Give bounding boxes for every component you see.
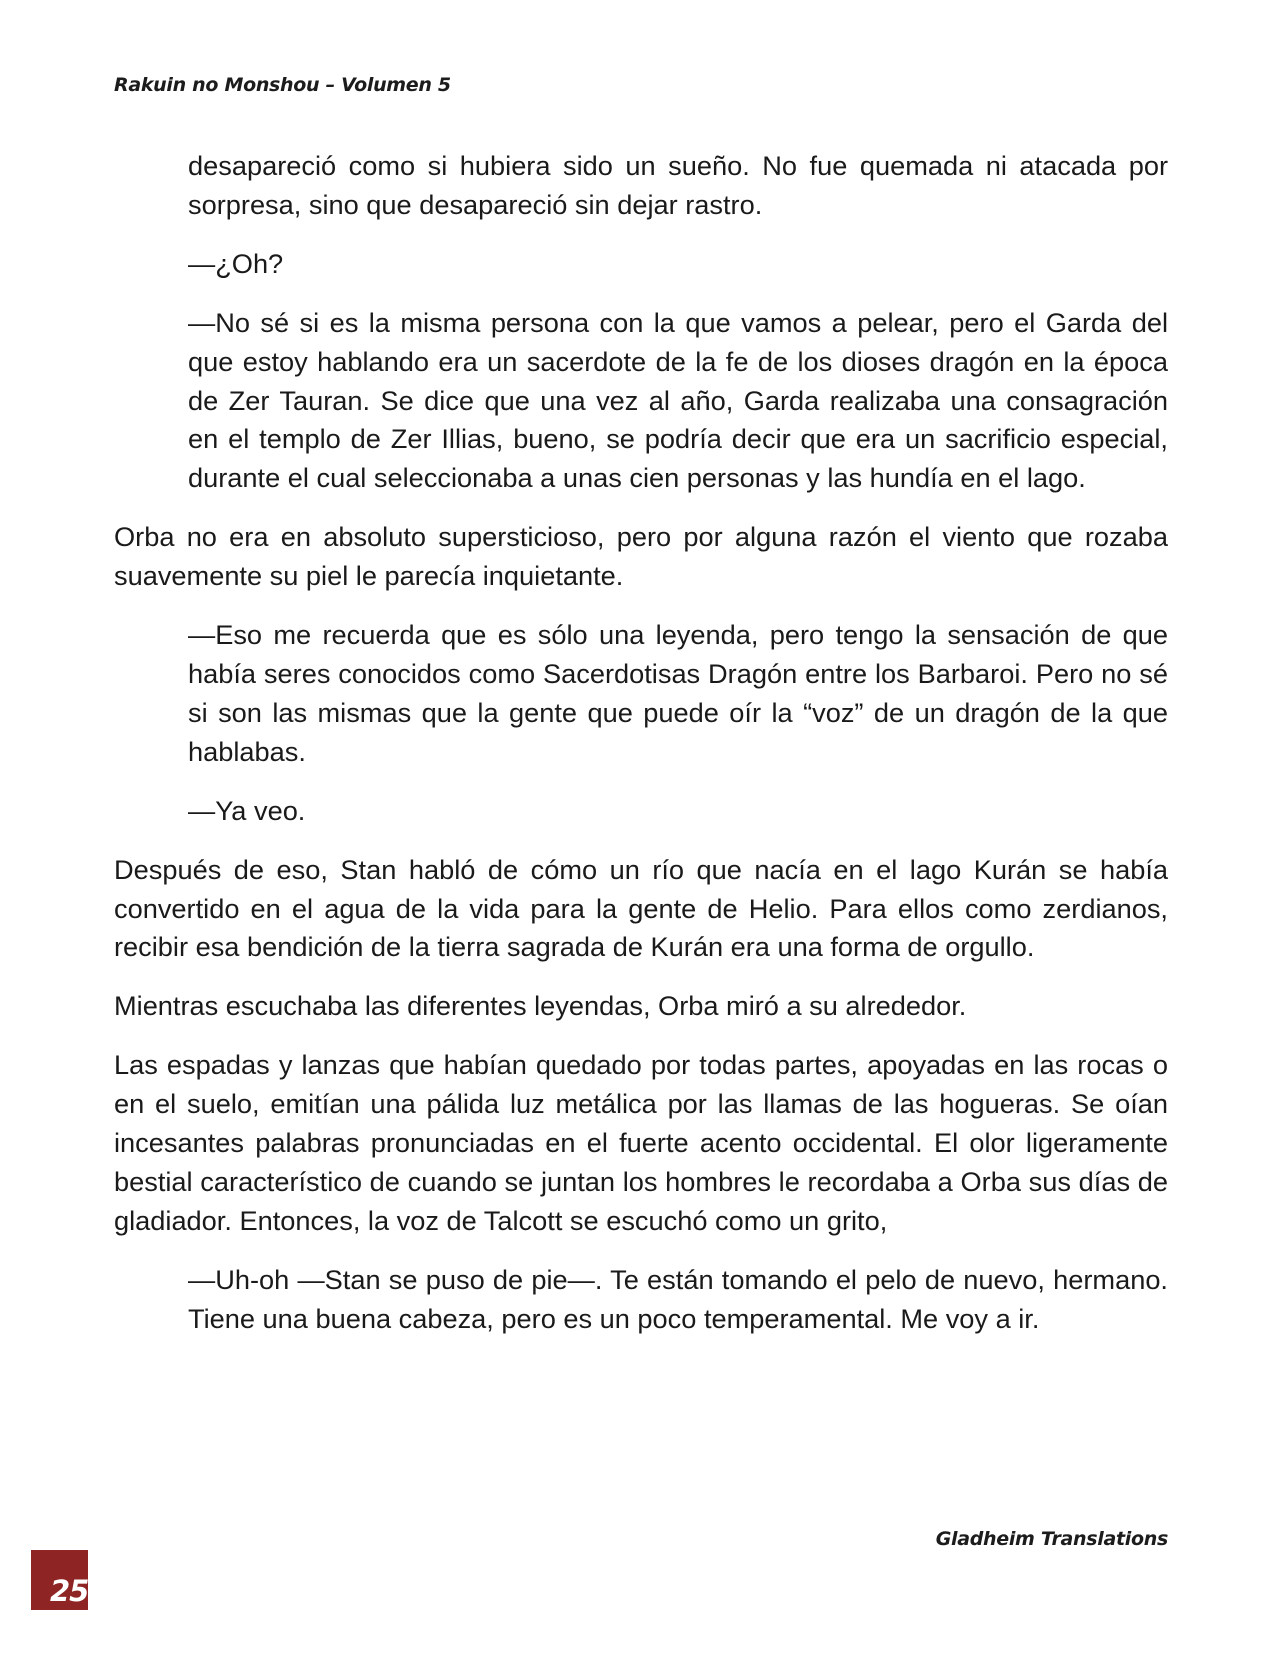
paragraph-dialogue: desapareció como si hubiera sido un sueño. No fue quemada ni atacada por sorpresa, sino que desapareció sin dejar rastro. — [188, 150, 1168, 220]
paragraph-dialogue: —Uh-oh —Stan se puso de pie—. Te están tomando el pelo de nuevo, hermano. Tiene una buena cabeza, pero es un poco temperamental. Me voy a ir. — [188, 1263, 1168, 1334]
running-header: Rakuin no Monshou – Volumen 5 — [114, 74, 451, 96]
paragraph-dialogue: —No sé si es la misma persona con la que vamos a pelear, pero el Garda del que estoy hablando era un sacerdote de la fe de los dioses dragón en la época de Zer Tauran. Se dice que una vez al año, Garda realizaba una consagración en el templo de Zer Illias, bueno, se podría decir que era un sacrificio especial, durante el cual seleccionaba a unas cien personas y las hundía en el lago. — [188, 306, 1168, 494]
paragraph-dialogue: —Ya veo. — [188, 794, 306, 826]
body-text — [114, 147, 1168, 1359]
page-number-underline — [31, 1610, 88, 1614]
page-number-badge — [31, 1550, 88, 1614]
paragraph-narration: Después de eso, Stan habló de cómo un río que nacía en el lago Kurán se había convertido en el agua de la vida para la gente de Helio. Para ellos como zerdianos, recibir esa bendición de la tierra sagrada de Kurán era una forma de orgullo. — [114, 853, 1168, 963]
paragraph-dialogue: —¿Oh? — [188, 247, 284, 279]
paragraph-narration: Las espadas y lanzas que habían quedado por todas partes, apoyadas en las rocas o en el suelo, emitían una pálida luz metálica por las llamas de las hogueras. Se oían incesantes palabras pronunciadas en el fuerte acento occidental. El olor ligeramente bestial característico de cuando se juntan los hombres le recordaba a Orba sus días de gladiador. Entonces, la voz de Talcott se escuchó como un grito, — [114, 1049, 1168, 1236]
paragraph-narration: Orba no era en absoluto supersticioso, pero por alguna razón el viento que rozaba suavemente su piel le parecía inquietante. — [114, 521, 1168, 592]
paragraph-dialogue: —Eso me recuerda que es sólo una leyenda, pero tengo la sensación de que había seres conocidos como Sacerdotisas Dragón entre los Barbaroi. Pero no sé si son las mismas que la gente que puede oír la “voz” de un dragón de la que hablabas. — [188, 619, 1168, 767]
page-number: 25 — [50, 1574, 88, 1608]
footer-credit: Gladheim Translations — [935, 1528, 1168, 1550]
paragraph-narration: Mientras escuchaba las diferentes leyendas, Orba miró a su alrededor. — [114, 990, 967, 1022]
